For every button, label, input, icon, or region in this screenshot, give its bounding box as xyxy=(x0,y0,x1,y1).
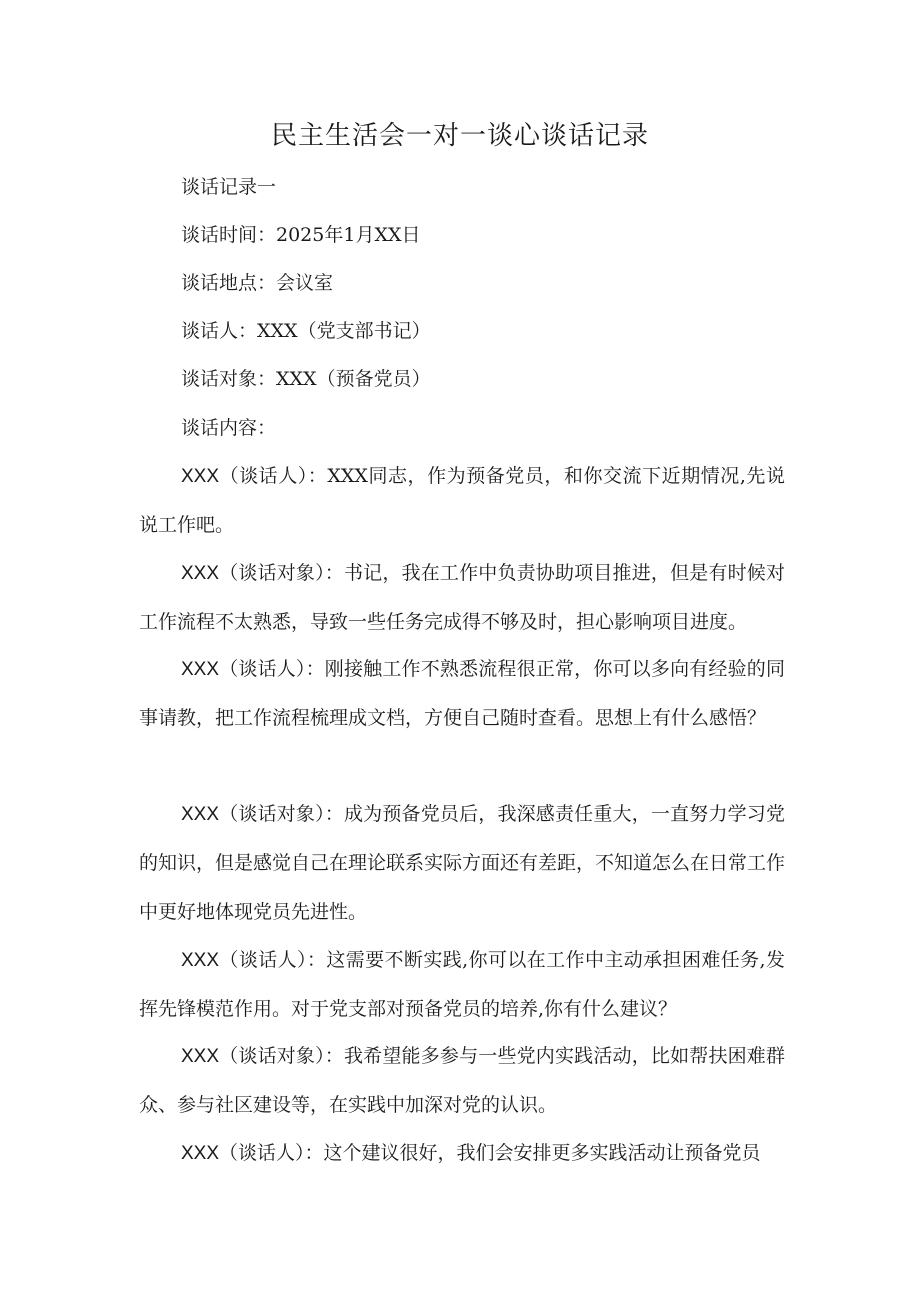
dialogue-speaker: XXX（谈话对象）： xyxy=(181,804,344,825)
dialogue-text: 这个建议很好，我们会安排更多实践活动让预备党员 xyxy=(323,1142,761,1164)
document-title: 民主生活会一对一谈心谈话记录 xyxy=(270,121,649,151)
dialogue-paragraph xyxy=(139,452,785,550)
talk-place: 谈话地点：会议室 xyxy=(181,272,334,294)
dialogue-paragraph xyxy=(139,645,785,743)
talk-interviewer: 谈话人：XXX（党支部书记） xyxy=(181,320,431,342)
dialogue-text: 书记，我在工作中负责协助项目推进，但是有时候对工作流程不太熟悉，导致一些任务完成得不够及时，担心影响项目进度。 xyxy=(139,562,785,634)
dialogue-text: 这需要不断实践,你可以在工作中主动承担困难任务,发挥先锋模范作用。对于党支部对预备党员的培养,你有什么建议？ xyxy=(139,949,785,1021)
dialogue-speaker: XXX（谈话人）： xyxy=(181,659,325,680)
dialogue-paragraph xyxy=(139,549,785,647)
dialogue-speaker: XXX（谈话人）： xyxy=(181,466,328,487)
dialogue-paragraph xyxy=(139,1129,785,1178)
dialogue-paragraph xyxy=(139,1032,785,1130)
talk-interviewee: 谈话对象：XXX（预备党员） xyxy=(181,368,431,390)
dialogue-speaker: XXX（谈话对象）： xyxy=(181,563,344,584)
dialogue-speaker: XXX（谈话人）： xyxy=(181,950,327,971)
dialogue-speaker: XXX（谈话人）： xyxy=(181,1143,324,1164)
section-heading: 谈话记录一 xyxy=(181,176,277,198)
dialogue-paragraph xyxy=(139,790,785,936)
talk-content-label: 谈话内容： xyxy=(181,417,277,439)
dialogue-text: XXX同志，作为预备党员，和你交流下近期情况,先说说工作吧。 xyxy=(139,465,785,537)
dialogue-speaker: XXX（谈话对象）： xyxy=(181,1046,344,1067)
dialogue-text: 我希望能多参与一些党内实践活动，比如帮扶困难群众、参与社区建设等，在实践中加深对党的认识。 xyxy=(139,1045,785,1117)
dialogue-text: 刚接触工作不熟悉流程很正常，你可以多向有经验的同事请教，把工作流程梳理成文档，方便自己随时查看。思想上有什么感悟？ xyxy=(139,658,785,730)
dialogue-paragraph xyxy=(139,936,785,1034)
talk-time: 谈话时间：2025年1月XX日 xyxy=(181,224,421,246)
dialogue-text: 成为预备党员后，我深感责任重大，一直努力学习党的知识，但是感觉自己在理论联系实际方面还有差距，不知道怎么在日常工作中更好地体现党员先进性。 xyxy=(139,803,786,923)
